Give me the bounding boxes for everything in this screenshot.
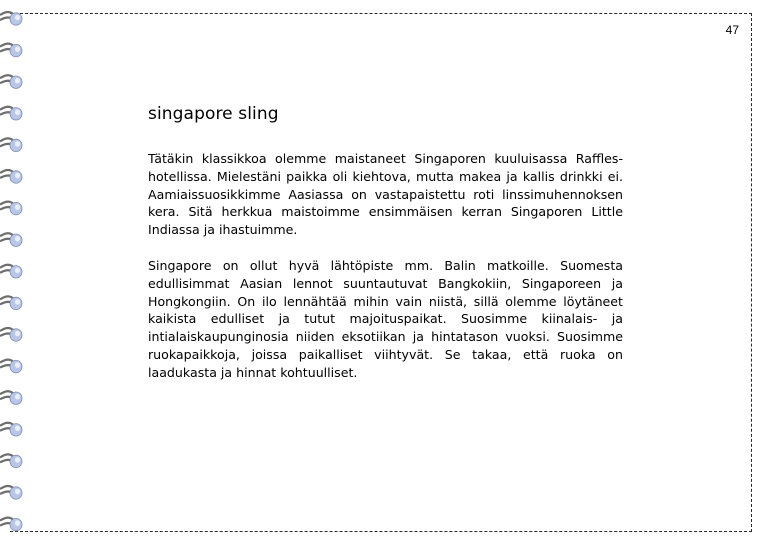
article xyxy=(148,104,623,400)
spiral-binding xyxy=(0,0,28,542)
spiral-ring xyxy=(0,107,22,120)
spiral-ring xyxy=(0,360,22,373)
article-paragraph-2: Singapore on ollut hyvä lähtöpiste mm. Balin matkoille. Suomesta edullisimmat Aasian lennot suuntautuvat Bangkokiin, Singaporeen ja Hongkongiin. On ilo lennähtää mihin vain niistä, sillä olemme löytäneet kaikista edulliset ja tutut majoituspaikat. Suosimme kiinalais- ja intialaiskaupunginosia niiden eksotiikan ja hintatason vuoksi. Suosimme ruokapaikkoja, joissa paikalliset viihtyvät. Se takaa, että ruoka on laadukasta ja hinnat kohtuulliset. xyxy=(148,257,623,380)
spiral-ring xyxy=(0,454,22,467)
spiral-ring xyxy=(0,296,22,309)
spiral-ring xyxy=(0,423,22,436)
spiral-ring xyxy=(0,391,22,404)
spiral-ring xyxy=(0,328,22,341)
page-number: 47 xyxy=(725,23,739,37)
spiral-ring xyxy=(0,486,22,499)
spiral-ring xyxy=(0,265,22,278)
spiral-ring xyxy=(0,202,22,215)
article-title: singapore sling xyxy=(148,104,279,124)
article-paragraph-1: Tätäkin klassikkoa olemme maistaneet Singaporen kuuluisassa Raffles-hotellissa. Mielestäni paikka oli kiehtova, mutta makea ja kallis drinkki ei. Aamiaissuosikkimme Aasiassa on vastapaistettu roti linssimuhennoksen kera. Sitä herkkua maistoimme ensimmäisen kerran Singaporen Little Indiassa ja ihastuimme. xyxy=(148,151,623,238)
spiral-ring xyxy=(0,12,22,25)
spiral-ring xyxy=(0,44,22,57)
spiral-ring xyxy=(0,233,22,246)
spiral-ring xyxy=(0,518,22,531)
spiral-ring xyxy=(0,75,22,88)
spiral-ring xyxy=(0,138,22,151)
spiral-ring xyxy=(0,170,22,183)
